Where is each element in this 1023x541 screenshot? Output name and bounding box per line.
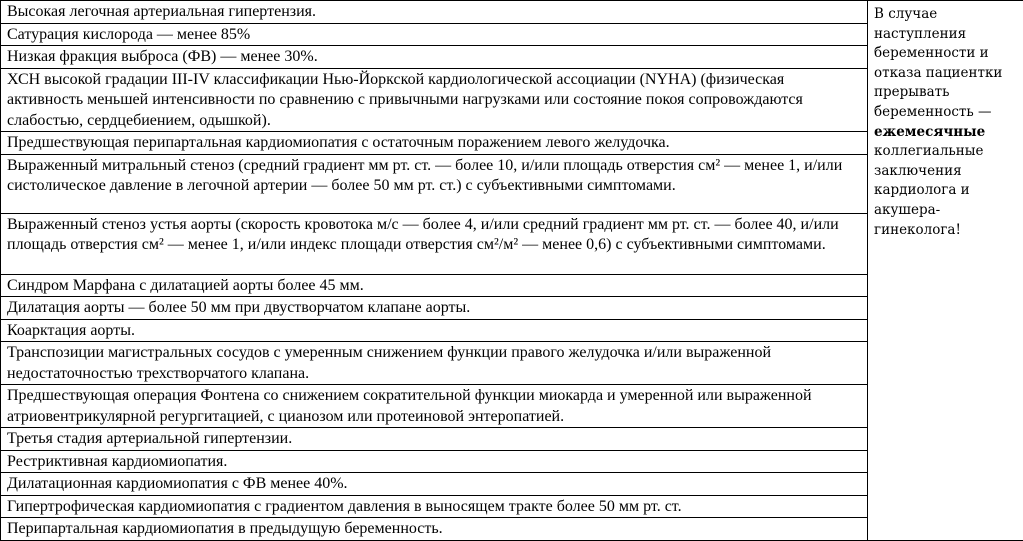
condition-cell: Предшествующая операция Фонтена со снижением сократительной функции миокарда и умеренной или выраженной атриовентрикулярной регургитацией, с цианозом или протеиновой энтеропатией. [1,385,868,428]
condition-cell: Высокая легочная артериальная гипертензия. [1,1,868,24]
condition-cell: Предшествующая перипартальная кардиомиопатия с остаточным поражением левого желудочка. [1,132,868,155]
condition-cell: Дилатация аорты — более 50 мм при двустворчатом клапане аорты. [1,297,868,320]
condition-cell: Выраженный стеноз устья аорты (скорость кровотока м/с — более 4, и/или средний градиент мм рт. ст. — более 40, и/или площадь отверстия см² — менее 1, и/или индекс площади отверстия см²/м² — менее 0,6) с субъективными симптомами. [1,213,868,274]
condition-cell: Транспозиции магистральных сосудов с умеренным снижением функции правого желудочка и/или выраженной недостаточностью трехстворчатого клапана. [1,342,868,385]
note-text-before: В случае наступления беременности и отказа пациентки прерывать беременность — [874,6,1002,120]
condition-cell: Перипартальная кардиомиопатия в предыдущую беременность. [1,518,868,541]
note-text-bold: ежемесячные [874,124,985,140]
condition-cell: Низкая фракция выброса (ФВ) — менее 30%. [1,46,868,69]
condition-cell: Выраженный митральный стеноз (средний градиент мм рт. ст. — более 10, и/или площадь отверстия см² — менее 1, и/или систолическое давление в легочной артерии — более 50 мм рт. ст.) с субъективными симптомами. [1,154,868,213]
condition-cell: ХСН высокой градации III-IV классификации Нью-Йоркской кардиологической ассоциации (NYHA) (физическая активность меньшей интенсивности по сравнению с привычными нагрузками или состояние покоя сопровождаются слабостью, сердцебиением, одышкой). [1,68,868,132]
note-text-after: коллегиальные заключения кардиолога и акушера-гинеколога! [874,143,983,237]
condition-cell: Синдром Марфана с дилатацией аорты более 45 мм. [1,274,868,297]
condition-cell: Дилатационная кардиомиопатия с ФВ менее 40%. [1,473,868,496]
condition-cell: Третья стадия артериальной гипертензии. [1,428,868,451]
recommendation-note [868,1,1023,541]
condition-cell: Рестриктивная кардиомиопатия. [1,450,868,473]
condition-cell: Сатурация кислорода — менее 85% [1,23,868,46]
condition-cell: Гипертрофическая кардиомиопатия с градиентом давления в выносящем тракте более 50 мм рт. ст. [1,495,868,518]
condition-cell: Коарктация аорты. [1,319,868,342]
table-row [1,1,1023,24]
